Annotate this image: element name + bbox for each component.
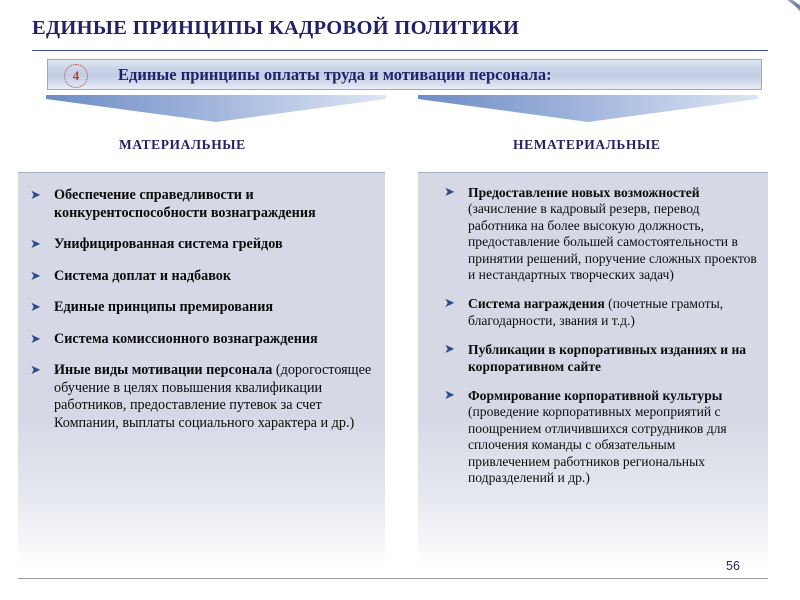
- arrow-bullet-icon: ➤: [30, 330, 41, 346]
- arrow-bullet-icon: ➤: [444, 341, 455, 357]
- list-item: [30, 187, 375, 222]
- list-item: [30, 268, 375, 286]
- panel-material: [18, 172, 385, 568]
- arrow-bullet-icon: ➤: [444, 184, 455, 199]
- section-banner-title: Единые принципы оплаты труда и мотивации персонала:: [118, 65, 552, 84]
- chevron-down-icon-material: [46, 93, 386, 123]
- arrow-bullet-icon: ➤: [30, 299, 41, 314]
- turbine-arc-graphic: [590, 0, 800, 60]
- list-item-title: Предоставление новых возможностей: [468, 185, 700, 200]
- chevron-down-icon-nonmaterial: [418, 93, 758, 123]
- section-banner: [47, 59, 762, 90]
- arrow-bullet-icon: ➤: [30, 267, 41, 283]
- column-header-material: МАТЕРИАЛЬНЫЕ: [119, 137, 246, 152]
- bullet-list-material: [18, 173, 385, 432]
- list-item-title: Публикации в корпоративных изданиях и на корпоративном сайте: [468, 342, 747, 374]
- arrow-bullet-icon: ➤: [30, 187, 41, 202]
- arrow-bullet-icon: ➤: [30, 236, 41, 251]
- arrow-bullet-icon: ➤: [444, 295, 455, 311]
- column-header-nonmaterial: НЕМАТЕРИАЛЬНЫЕ: [513, 137, 661, 152]
- list-item-title: Обеспечение справедливости и конкурентоспособности вознаграждения: [54, 187, 316, 221]
- list-item-note: (проведение корпоративных мероприятий с поощрением отличившихся сотрудников для сплочения команды с обязательным привлечением работников региональных подразделений и др.): [468, 404, 727, 486]
- list-item: [444, 296, 758, 329]
- page-number: 56: [726, 559, 740, 573]
- list-item: [444, 388, 758, 486]
- arrow-bullet-icon: ➤: [444, 387, 455, 403]
- list-item-note: (зачисление в кадровый резерв, перевод работника на более высокую должность, предоставление большей самостоятельности в принятии решений, поручение сложных проектов и нестандартных творческих задач): [468, 201, 757, 283]
- footer-divider: [18, 578, 768, 579]
- list-item-note: (почетные грамоты, благодарности, звания и т.д.): [468, 296, 724, 328]
- list-item: [30, 236, 375, 254]
- list-item-title: Единые принципы премирования: [54, 299, 274, 315]
- title-divider: [32, 50, 768, 51]
- list-item: [30, 362, 375, 432]
- page-title: ЕДИНЫЕ ПРИНЦИПЫ КАДРОВОЙ ПОЛИТИКИ: [32, 17, 520, 39]
- list-item-title: Унифицированная система грейдов: [54, 236, 283, 252]
- arrow-bullet-icon: ➤: [30, 362, 41, 377]
- list-item: [444, 342, 758, 375]
- list-item-note: (дорогостоящее обучение в целях повышения квалификации работников, предоставление путевок за счет Компании, выплаты социального характера и др.): [54, 362, 372, 431]
- list-item-title: Иные виды мотивации персонала: [54, 362, 273, 378]
- list-item-title: Система доплат и надбавок: [54, 267, 232, 284]
- list-item: [30, 299, 375, 317]
- panel-nonmaterial: [418, 172, 768, 568]
- list-item-title: Система комиссионного вознаграждения: [54, 330, 318, 347]
- corner-decoration-image: [590, 0, 800, 60]
- list-item: [30, 331, 375, 349]
- section-number-badge: 4: [64, 64, 88, 88]
- list-item-title: Система награждения: [468, 296, 605, 312]
- bullet-list-nonmaterial: [418, 173, 768, 487]
- list-item: [444, 185, 758, 283]
- list-item-title: Формирование корпоративной культуры: [468, 388, 723, 404]
